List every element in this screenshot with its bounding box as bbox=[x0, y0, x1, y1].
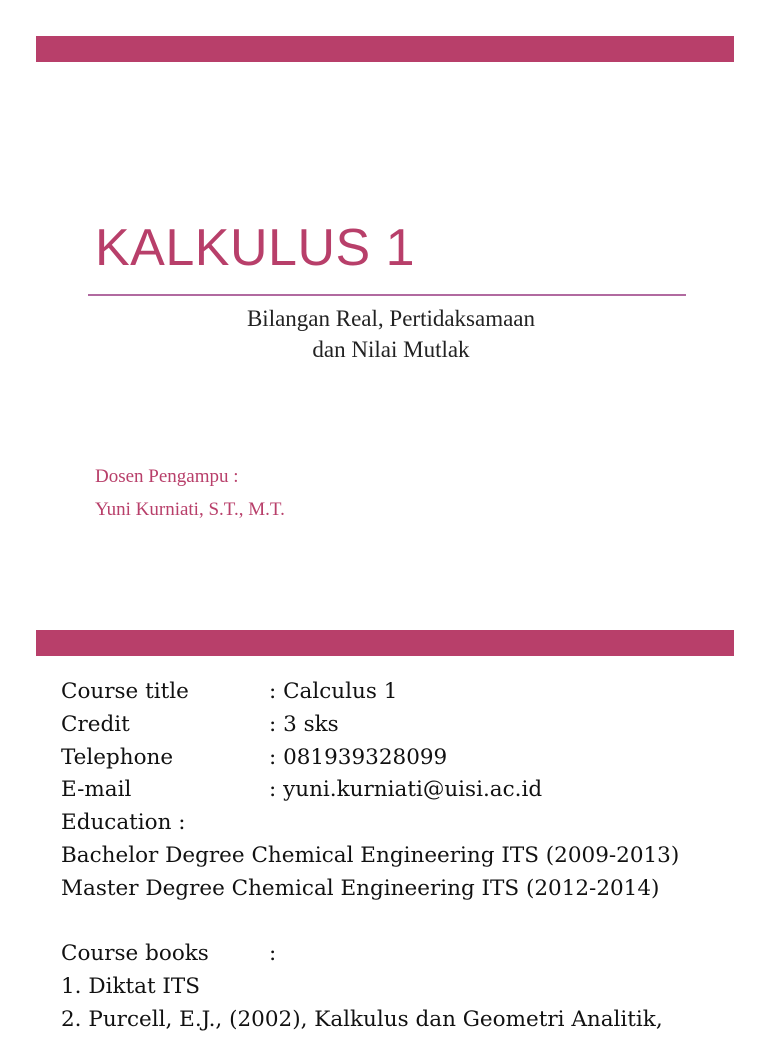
book-item-2: 2. Purcell, E.J., (2002), Kalkulus dan Geometri Analitik, bbox=[61, 1006, 663, 1032]
email-label: E-mail bbox=[61, 777, 132, 803]
telephone-value: : 081939328099 bbox=[269, 744, 448, 770]
email-row bbox=[61, 774, 679, 807]
education-heading: Education : bbox=[61, 810, 186, 836]
course-books-label: Course books bbox=[61, 941, 209, 967]
book-item-1: 1. Diktat ITS bbox=[61, 974, 200, 1000]
lecturer-heading: Dosen Pengampu : bbox=[95, 466, 239, 487]
subtitle-line-1: Bilangan Real, Pertidaksamaan bbox=[246, 306, 536, 331]
subtitle bbox=[88, 303, 694, 365]
credit-value: : 3 sks bbox=[269, 711, 339, 737]
telephone-row bbox=[61, 742, 679, 775]
lecturer-block bbox=[95, 460, 285, 526]
spacer bbox=[61, 906, 679, 939]
page-title: KALKULUS 1 bbox=[95, 219, 416, 277]
credit-label: Credit bbox=[61, 711, 130, 737]
subtitle-line-2: dan Nilai Mutlak bbox=[312, 337, 470, 362]
credit-row bbox=[61, 709, 679, 742]
course-books-row bbox=[61, 938, 679, 971]
title-divider bbox=[88, 294, 686, 296]
top-accent-band bbox=[36, 36, 734, 62]
course-title-row bbox=[61, 676, 679, 709]
middle-accent-band bbox=[36, 630, 734, 656]
education-bachelor: Bachelor Degree Chemical Engineering ITS (2009-2013) bbox=[61, 842, 680, 868]
education-master: Master Degree Chemical Engineering ITS (2012-2014) bbox=[61, 875, 660, 901]
course-info bbox=[61, 676, 679, 1037]
course-books-value: : bbox=[269, 941, 277, 967]
lecturer-name: Yuni Kurniati, S.T., M.T. bbox=[95, 499, 285, 520]
course-title-label: Course title bbox=[61, 679, 189, 704]
course-title-value: : Calculus 1 bbox=[269, 679, 398, 704]
telephone-label: Telephone bbox=[61, 744, 174, 770]
email-value: : yuni.kurniati@uisi.ac.id bbox=[269, 777, 543, 803]
